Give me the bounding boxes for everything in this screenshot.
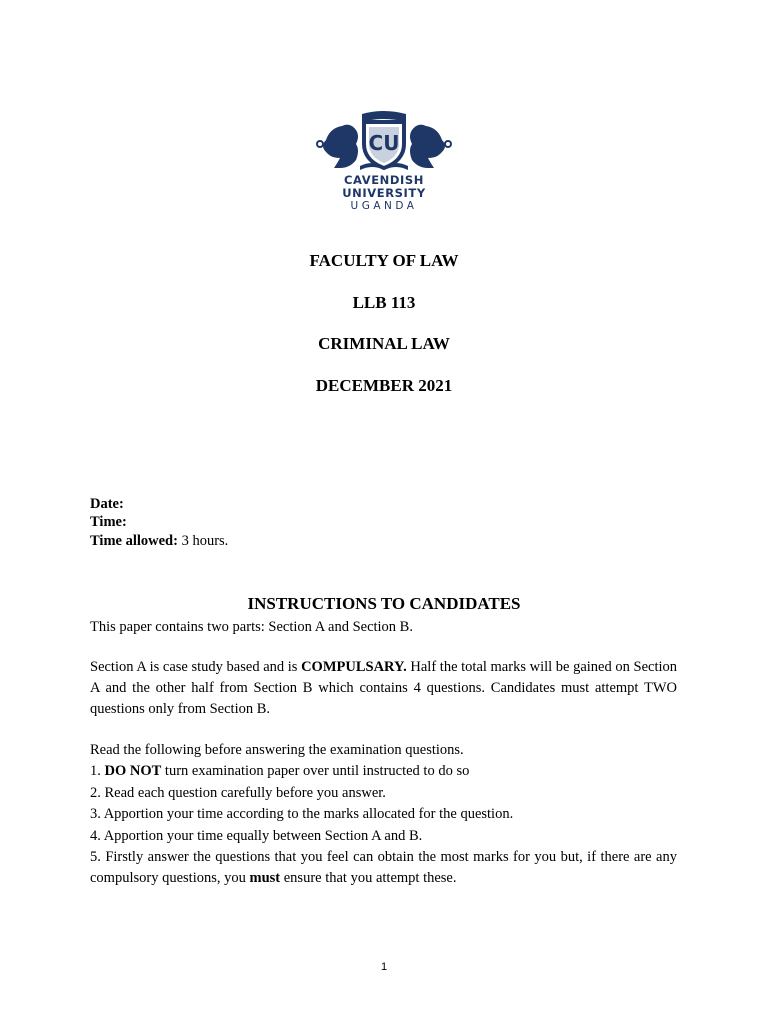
- section-a-paragraph: [90, 657, 677, 720]
- list-item: [90, 847, 677, 889]
- list-item: 4. Apportion your time equally between Section A and B.: [90, 827, 423, 844]
- section-a-text-pre: Section A is case study based and is: [90, 659, 302, 675]
- time-line: [90, 513, 127, 531]
- read-before-line: Read the following before answering the examination questions.: [90, 742, 464, 758]
- page-number: 1: [380, 961, 388, 973]
- item5-bold: must: [249, 870, 281, 886]
- instructions-intro: This paper contains two parts: Section A and Section B.: [90, 619, 413, 635]
- item1-number: 1.: [90, 763, 105, 779]
- date-label: Date:: [90, 496, 124, 512]
- date-line: [90, 495, 124, 513]
- item5-post: ensure that you attempt these.: [280, 870, 457, 886]
- logo-line-university: UNIVERSITY: [342, 186, 426, 200]
- time-allowed-value: 3 hours.: [177, 533, 229, 549]
- item5-pre: 5. Firstly answer the questions that you feel can obtain the most marks for you but, if there are any compulsory questions, you: [90, 849, 677, 886]
- section-a-text-post: Half the total marks will be gained on Section A and the other half from Section B which contains 4 questions. Candidates must attempt TWO questions only from Section B.: [90, 659, 677, 717]
- compulsary-bold: COMPULSARY.: [301, 659, 407, 675]
- svg-text:CU: CU: [368, 131, 400, 155]
- exam-session: DECEMBER 2021: [315, 376, 453, 395]
- instruction-list: [90, 761, 677, 890]
- list-item: [90, 761, 677, 782]
- course-code: LLB 113: [352, 293, 416, 312]
- time-allowed-line: [90, 532, 228, 550]
- instructions-heading: INSTRUCTIONS TO CANDIDATES: [247, 594, 521, 613]
- faculty-title: FACULTY OF LAW: [309, 251, 459, 270]
- item1-bold: DO NOT: [104, 763, 162, 779]
- list-item: 2. Read each question carefully before you answer.: [90, 784, 386, 801]
- logo-line-uganda: UGANDA: [350, 200, 418, 212]
- logo-line-cavendish: CAVENDISH: [343, 173, 425, 187]
- list-item: 3. Apportion your time according to the marks allocated for the question.: [90, 806, 514, 822]
- item1-rest: turn examination paper over until instructed to do so: [161, 763, 470, 779]
- time-allowed-label: Time allowed:: [90, 533, 178, 549]
- time-label: Time:: [90, 514, 127, 530]
- course-name: CRIMINAL LAW: [318, 334, 450, 353]
